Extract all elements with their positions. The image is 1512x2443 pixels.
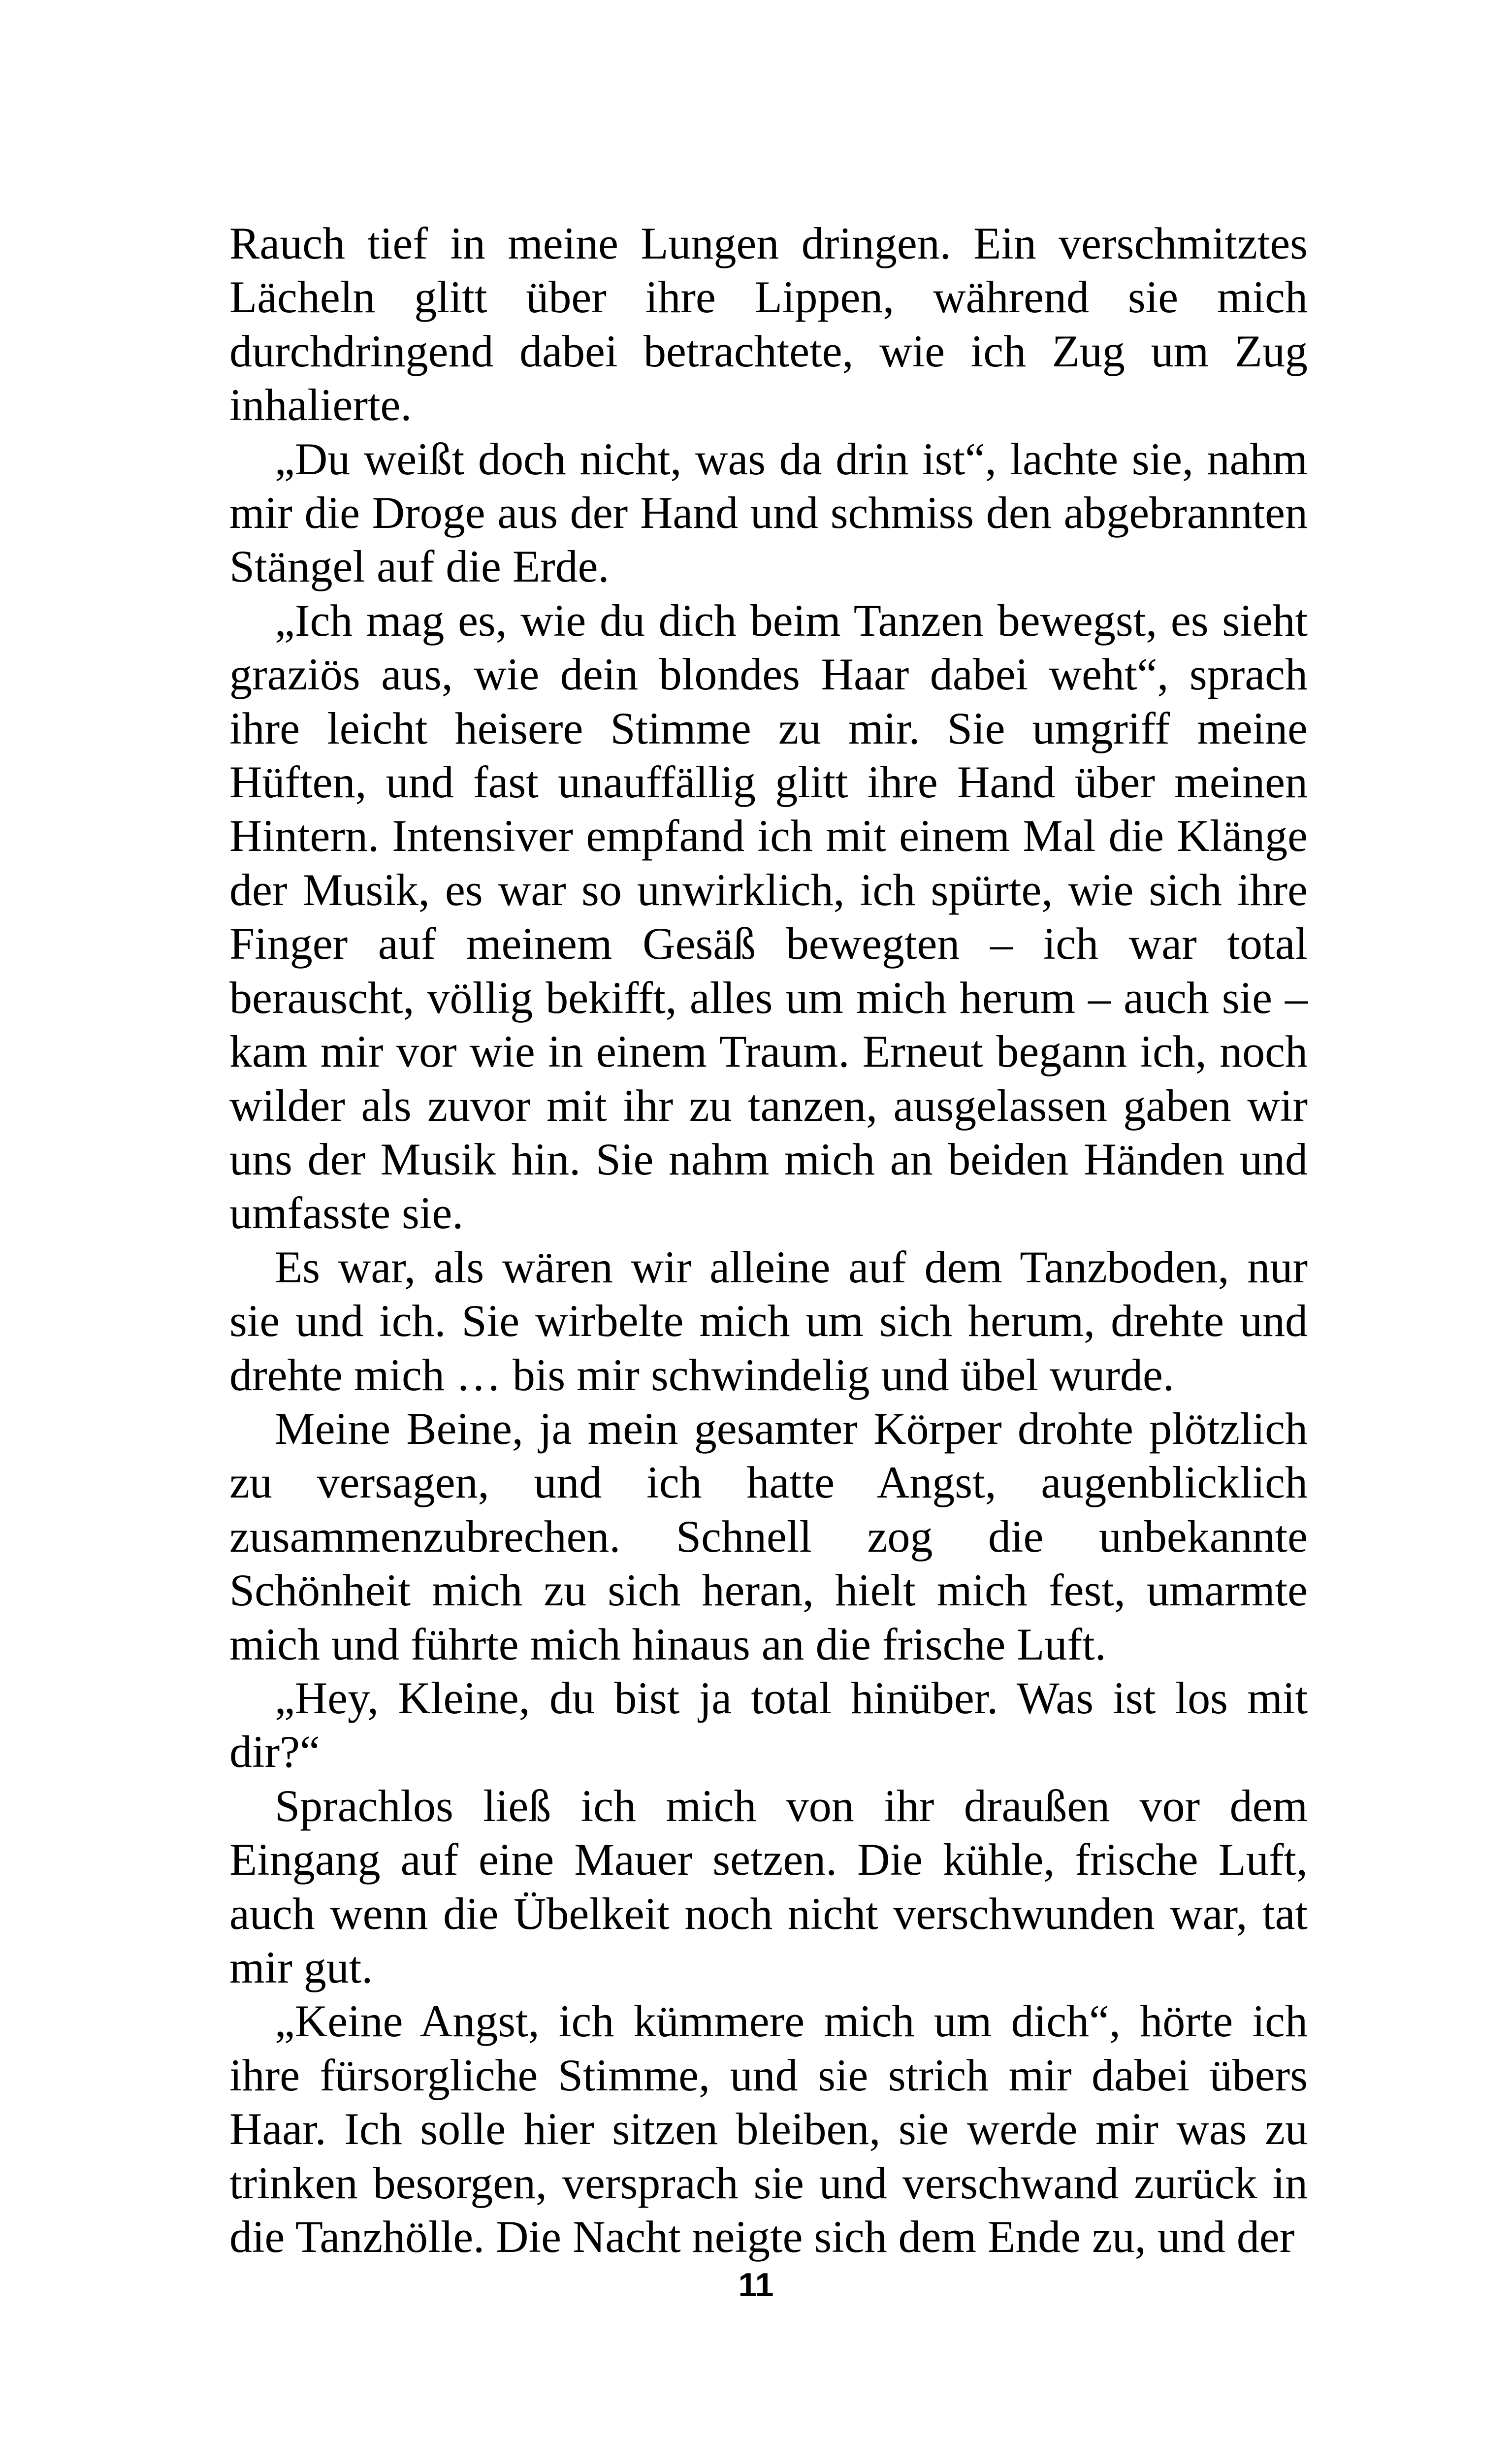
paragraph-6: „Hey, Kleine, du bist ja total hinüber. Was ist los mit dir?“ bbox=[229, 1672, 1308, 1777]
paragraph-5: Meine Beine, ja mein gesamter Körper drohte plötzlich zu versagen, und ich hatte Angst, augenblicklich zusammenzubrechen. Schnell zog die unbekannte Schönheit mich zu sich heran, hielt mich fest, umarmte mich und führte mich hinaus an die frische Luft. bbox=[229, 1403, 1308, 1669]
paragraph-3: „Ich mag es, wie du dich beim Tanzen bewegst, es sieht graziös aus, wie dein blondes Haar dabei weht“, sprach ihre leicht heisere Stimme zu mir. Sie umgriff meine Hüften, und fast unauffällig glitt ihre Hand über meinen Hintern. Intensiver empfand ich mit einem Mal die Klänge der Musik, es war so unwirklich, ich spürte, wie sich ihre Finger auf meinem Gesäß bewegten – ich war total berauscht, völlig bekifft, alles um mich herum – auch sie – kam mir vor wie in einem Traum. Erneut begann ich, noch wilder als zuvor mit ihr zu tanzen, ausgelassen gaben wir uns der Musik hin. Sie nahm mich an beiden Händen und umfasste sie. bbox=[229, 595, 1308, 1238]
paragraph-7: Sprachlos ließ ich mich von ihr draußen vor dem Eingang auf eine Mauer setzen. Die kühle, frische Luft, auch wenn die Übelkeit noch nicht verschwunden war, tat mir gut. bbox=[229, 1780, 1308, 1992]
page-number: 11 bbox=[738, 2266, 774, 2304]
paragraph-4: Es war, als wären wir alleine auf dem Tanzboden, nur sie und ich. Sie wirbelte mich um sich herum, drehte und drehte mich … bis mir schwindelig und übel wurde. bbox=[229, 1241, 1308, 1400]
paragraph-2: „Du weißt doch nicht, was da drin ist“, lachte sie, nahm mir die Droge aus der Hand und schmiss den abgebrannten Stängel auf die Erde. bbox=[229, 433, 1308, 592]
body-text bbox=[229, 217, 1308, 2264]
paragraph-8: „Keine Angst, ich kümmere mich um dich“, hörte ich ihre fürsorgliche Stimme, und sie strich mir dabei übers Haar. Ich solle hier sitzen bleiben, sie werde mir was zu trinken besorgen, versprach sie und verschwand zurück in die Tanzhölle. Die Nacht neigte sich dem Ende zu, und der bbox=[229, 1996, 1308, 2262]
paragraph-1: Rauch tief in meine Lungen dringen. Ein verschmitztes Lächeln glitt über ihre Lippen, während sie mich durchdringend dabei betrachtete, wie ich Zug um Zug inhalierte. bbox=[229, 218, 1308, 430]
